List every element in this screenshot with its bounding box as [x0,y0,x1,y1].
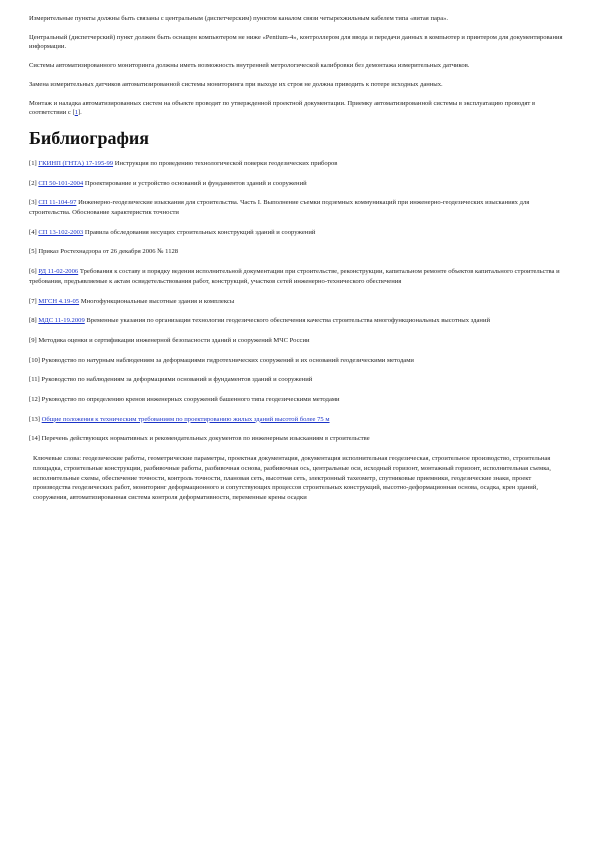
bibliography-entry: [10] Руководство по натурным наблюдениям за деформациями гидротехнических сооружений и их оснований геодезическими методами [29,356,414,364]
bibliography-entry: [6] РД 11-02-2006 Требования к составу и порядку ведения исполнительной документации при строительстве, реконструкции, капитальном ремонте объектов капитального строительства и требования, предъявляемые к актам освидетельствования работ, конструкций, участков сетей инженерно-технического обеспечения [29,268,560,285]
bibliography-entry: [11] Руководство по наблюдениям за деформациями оснований и фундаментов зданий и сооружений [29,376,313,384]
bibliography-entry: [9] Методика оценки и сертификации инженерной безопасности зданий и сооружений МЧС России [29,336,310,344]
reference-link[interactable]: 1 [74,109,78,117]
intro-paragraph: Системы автоматизированного мониторинга должны иметь возможность внутренней метрологической калибровки без демонтажа измерительных датчиков. [29,62,470,70]
bibliography-entry: [4] СП 13-102-2003 Правила обследования несущих строительных конструкций зданий и сооружений [29,228,316,236]
bibliography-list [29,159,569,444]
intro-paragraph: Монтаж и наладка автоматизированных систем на объекте проводят по утвержденной проектной документации. Приемку автоматизированной системы в эксплуатацию проводят в соответствии с [1]. [29,99,536,117]
intro-section [29,14,569,118]
intro-paragraph: Центральный (диспетчерский) пункт должен быть оснащен компьютером не ниже «Pentium-4», контроллером для ввода и передачи данных в компьютер и принтером для документирования информации. [29,33,563,51]
document-link[interactable]: СП 11-104-97 [38,199,77,207]
intro-paragraph: Измерительные пункты должны быть связаны с центральным (диспетчерским) пунктом каналом связи четырехжильным кабелем типа «витая пара». [29,15,449,22]
bibliography-title: Библиография [29,127,150,148]
bibliography-entry: [13] Общие положения к техническим требованиям по проектированию жилых зданий высотой более 75 м [29,415,330,423]
bibliography-entry: [2] СП 50-101-2004 Проектирование и устройство оснований и фундаментов зданий и сооружений [29,179,307,187]
document-link[interactable]: МГСН 4.19-05 [38,297,80,305]
bibliography-entry: [7] МГСН 4.19-05 Многофункциональные высотные здания и комплексы [29,297,235,305]
intro-paragraph: Замена измерительных датчиков автоматизированной системы мониторинга при выходе их строя не должна приводить к потере исходных данных. [29,80,443,88]
bibliography-entry: [12] Руководство по определению кренов инженерных сооружений башенного типа геодезическими методами [29,396,340,404]
bibliography-entry: [8] МДС 11-19.2009 Временные указания по организации технологии геодезического обеспечения качества строительства многофункциональных высотных зданий [29,317,491,325]
bibliography-entry: [3] СП 11-104-97 Инженерно-геодезические изыскания для строительства. Часть I. Выполнение съемки подземных коммуникаций при инженерно-геодезических изысканиях для строительства. Обоснование характеристик точности [29,199,530,217]
document-link[interactable]: МДС 11-19.2009 [38,317,85,325]
document-link[interactable]: Общие положения к техническим требованиям по проектированию жилых зданий высотой более 75 м [41,415,330,423]
bibliography-entry: [14] Перечень действующих нормативных и рекомендательных документов по инженерным изысканиям в строительстве [29,435,370,443]
bibliography-entry: [5] Приказ Ростехнадзора от 26 декабря 2006 № 1128 [29,248,179,256]
document-page [29,14,569,503]
document-link[interactable]: СП 50-101-2004 [38,179,84,187]
bibliography-entry: [1] ГКИНП (ГНТА) 17-195-99 Инструкция по проведению технологической поверки геодезических приборов [29,159,338,167]
document-link[interactable]: РД 11-02-2006 [38,268,79,276]
document-link[interactable]: ГКИНП (ГНТА) 17-195-99 [38,159,114,167]
keywords-paragraph: Ключевые слова: геодезические работы, геометрические параметры, проектная документация, документация исполнительная геодезическая, строительное производство, строительная площадка, строительные конструкции, разбивочные работы, разбивочная основа, разбивочная ось, центральные оси, исходный горизонт, монтажный горизонт, исполнительная съемка, исполнительные схемы, обеспечение точности, контроль точности, плановая сеть, высотная сеть, электронный тахеометр, спутниковые приемники, геодезические знаки, проект производства геодезических работ, мониторинг деформационного и сопутствующих процессов строительных конструкций, высотно-деформационная основа, осадка, крен зданий, сооружения, автоматизированная система контроля деформативности, переменные крены осадки [33,455,551,501]
document-link[interactable]: СП 13-102-2003 [38,228,84,236]
